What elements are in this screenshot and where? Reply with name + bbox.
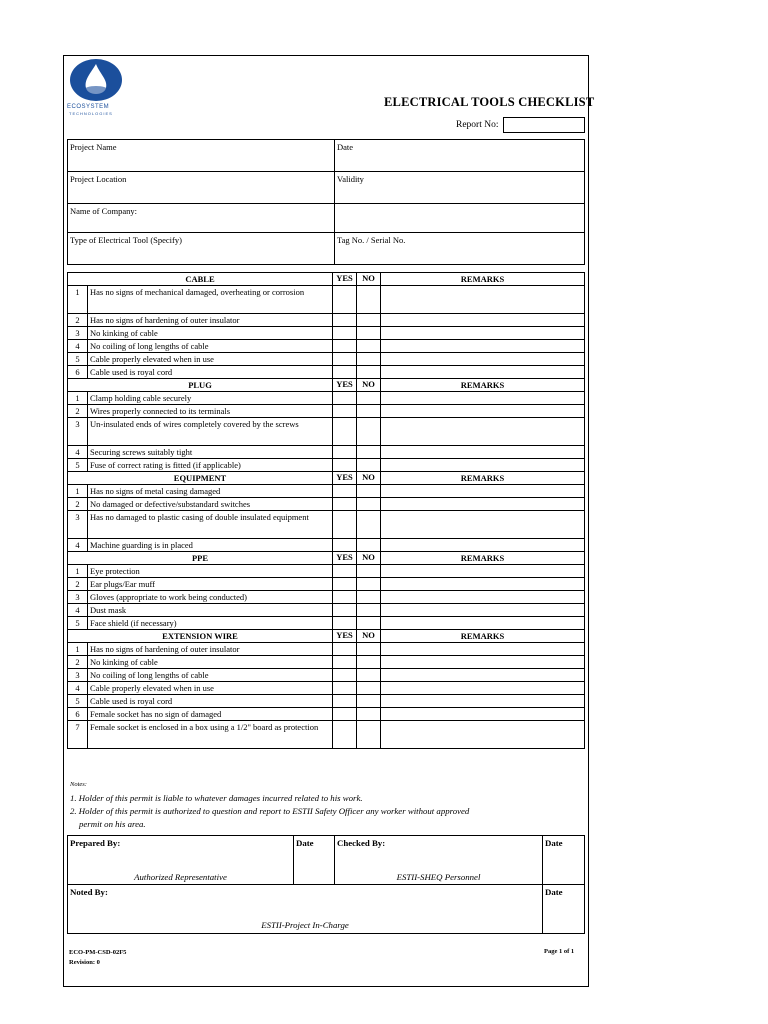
section-title: EXTENSION WIRE: [68, 630, 333, 643]
checklist-row: [68, 643, 585, 656]
sheq-personnel-caption: ESTII-SHEQ Personnel: [396, 872, 481, 882]
yes-column-header: YES: [333, 379, 357, 392]
remarks-cell[interactable]: [381, 498, 585, 511]
item-text: Has no damaged to plastic casing of double insulated equipment: [88, 511, 333, 539]
no-checkbox-cell[interactable]: [357, 578, 381, 591]
authorized-rep-caption: Authorized Representative: [134, 872, 227, 882]
checklist-row: [68, 591, 585, 604]
item-text: Un-insulated ends of wires completely covered by the screws: [88, 418, 333, 446]
no-column-header: NO: [357, 379, 381, 392]
remarks-cell[interactable]: [381, 485, 585, 498]
yes-checkbox-cell[interactable]: [333, 286, 357, 314]
item-text: Wires properly connected to its terminals: [88, 405, 333, 418]
item-text: No damaged or defective/substandard switches: [88, 498, 333, 511]
item-text: Cable used is royal cord: [88, 695, 333, 708]
item-text: Machine guarding is in placed: [88, 539, 333, 552]
document-title: ELECTRICAL TOOLS CHECKLIST: [384, 95, 595, 109]
no-checkbox-cell[interactable]: [357, 565, 381, 578]
item-text: Securing screws suitably tight: [88, 446, 333, 459]
item-number: 4: [68, 539, 88, 552]
remarks-cell[interactable]: [381, 682, 585, 695]
yes-checkbox-cell[interactable]: [333, 656, 357, 669]
no-checkbox-cell[interactable]: [357, 604, 381, 617]
section-header-row: [68, 379, 585, 392]
yes-checkbox-cell[interactable]: [333, 721, 357, 749]
remarks-cell[interactable]: [381, 721, 585, 749]
checked-by-label: Checked By:: [337, 838, 386, 848]
yes-checkbox-cell[interactable]: [333, 340, 357, 353]
section-header-row: [68, 630, 585, 643]
item-number: 2: [68, 656, 88, 669]
no-checkbox-cell[interactable]: [357, 591, 381, 604]
no-checkbox-cell[interactable]: [357, 366, 381, 379]
note-3: permit on his area.: [79, 819, 146, 829]
remarks-cell[interactable]: [381, 708, 585, 721]
remarks-cell[interactable]: [381, 591, 585, 604]
yes-checkbox-cell[interactable]: [333, 353, 357, 366]
remarks-column-header: REMARKS: [381, 472, 585, 485]
checklist-row: [68, 327, 585, 340]
item-number: 5: [68, 617, 88, 630]
remarks-cell[interactable]: [381, 565, 585, 578]
checklist-row: [68, 459, 585, 472]
no-checkbox-cell[interactable]: [357, 405, 381, 418]
section-header-row: [68, 273, 585, 286]
item-number: 3: [68, 669, 88, 682]
no-checkbox-cell[interactable]: [357, 498, 381, 511]
no-checkbox-cell[interactable]: [357, 314, 381, 327]
remarks-cell[interactable]: [381, 353, 585, 366]
notes-label: Notes:: [70, 781, 87, 788]
item-number: 5: [68, 353, 88, 366]
remarks-cell[interactable]: [381, 604, 585, 617]
item-text: Ear plugs/Ear muff: [88, 578, 333, 591]
checklist-row: [68, 669, 585, 682]
yes-checkbox-cell[interactable]: [333, 604, 357, 617]
item-number: 4: [68, 682, 88, 695]
tool-type-field[interactable]: [68, 233, 335, 265]
no-column-header: NO: [357, 472, 381, 485]
project-name-label: Project Name: [70, 142, 117, 152]
item-text: Has no signs of mechanical damaged, overheating or corrosion: [88, 286, 333, 314]
checklist-row: [68, 392, 585, 405]
yes-checkbox-cell[interactable]: [333, 314, 357, 327]
remarks-column-header: REMARKS: [381, 630, 585, 643]
item-text: No kinking of cable: [88, 656, 333, 669]
yes-checkbox-cell[interactable]: [333, 682, 357, 695]
note-2: 2. Holder of this permit is authorized to question and report to ESTII Safety Officer any worker without approved: [70, 806, 470, 816]
item-text: Fuse of correct rating is fitted (if applicable): [88, 459, 333, 472]
no-checkbox-cell[interactable]: [357, 418, 381, 446]
logo-name: ECOSYSTEM: [67, 104, 110, 110]
section-title: PPE: [68, 552, 333, 565]
item-number: 6: [68, 366, 88, 379]
item-text: Clamp holding cable securely: [88, 392, 333, 405]
company-field[interactable]: [68, 204, 335, 233]
footer-left: [69, 948, 126, 968]
yes-checkbox-cell[interactable]: [333, 578, 357, 591]
no-checkbox-cell[interactable]: [357, 643, 381, 656]
checklist-row: [68, 539, 585, 552]
project-info-table: [67, 139, 585, 265]
item-number: 2: [68, 314, 88, 327]
checklist-row: [68, 405, 585, 418]
checklist-row: [68, 656, 585, 669]
remarks-cell[interactable]: [381, 617, 585, 630]
item-text: Eye protection: [88, 565, 333, 578]
yes-checkbox-cell[interactable]: [333, 617, 357, 630]
item-number: 6: [68, 708, 88, 721]
no-checkbox-cell[interactable]: [357, 511, 381, 539]
checklist-row: [68, 498, 585, 511]
noted-by-label: Noted By:: [70, 887, 108, 897]
item-text: Dust mask: [88, 604, 333, 617]
section-title: EQUIPMENT: [68, 472, 333, 485]
remarks-cell[interactable]: [381, 695, 585, 708]
remarks-cell[interactable]: [381, 286, 585, 314]
remarks-cell[interactable]: [381, 327, 585, 340]
remarks-cell[interactable]: [381, 643, 585, 656]
no-checkbox-cell[interactable]: [357, 708, 381, 721]
checked-date-cell[interactable]: [543, 836, 585, 885]
project-in-charge-caption: ESTII-Project In-Charge: [261, 920, 349, 930]
yes-checkbox-cell[interactable]: [333, 485, 357, 498]
logo-subtitle: TECHNOLOGIES: [69, 111, 113, 116]
no-column-header: NO: [357, 630, 381, 643]
item-number: 1: [68, 565, 88, 578]
remarks-cell[interactable]: [381, 314, 585, 327]
item-text: Female socket is enclosed in a box using a 1/2" board as protection: [88, 721, 333, 749]
checklist-row: [68, 286, 585, 314]
remarks-cell[interactable]: [381, 578, 585, 591]
remarks-cell[interactable]: [381, 340, 585, 353]
yes-checkbox-cell[interactable]: [333, 539, 357, 552]
checklist-row: [68, 695, 585, 708]
remarks-column-header: REMARKS: [381, 552, 585, 565]
item-number: 4: [68, 604, 88, 617]
checklist-row: [68, 353, 585, 366]
item-text: Has no signs of hardening of outer insulator: [88, 314, 333, 327]
section-title: PLUG: [68, 379, 333, 392]
signature-table: [67, 835, 585, 934]
checklist-table: [67, 272, 585, 749]
remarks-column-header: REMARKS: [381, 273, 585, 286]
validity-label: Validity: [337, 174, 364, 184]
no-checkbox-cell[interactable]: [357, 392, 381, 405]
yes-checkbox-cell[interactable]: [333, 392, 357, 405]
checklist-row: [68, 721, 585, 749]
item-number: 5: [68, 695, 88, 708]
form-code: ECO-PM-CSD-02F5: [69, 949, 127, 956]
item-number: 1: [68, 392, 88, 405]
remarks-cell[interactable]: [381, 392, 585, 405]
yes-checkbox-cell[interactable]: [333, 565, 357, 578]
checklist-row: [68, 340, 585, 353]
yes-checkbox-cell[interactable]: [333, 459, 357, 472]
checklist-row: [68, 578, 585, 591]
date-field[interactable]: [335, 140, 585, 172]
yes-column-header: YES: [333, 552, 357, 565]
item-number: 3: [68, 591, 88, 604]
yes-checkbox-cell[interactable]: [333, 405, 357, 418]
remarks-cell[interactable]: [381, 656, 585, 669]
item-number: 1: [68, 286, 88, 314]
no-column-header: NO: [357, 552, 381, 565]
item-text: Female socket has no sign of damaged: [88, 708, 333, 721]
checklist-row: [68, 418, 585, 446]
project-name-field[interactable]: [68, 140, 335, 172]
item-number: 4: [68, 340, 88, 353]
tool-type-label: Type of Electrical Tool (Specify): [70, 235, 182, 245]
remarks-cell[interactable]: [381, 511, 585, 539]
prepared-date-label: Date: [296, 838, 314, 848]
noted-by-cell[interactable]: [68, 885, 543, 934]
project-location-field[interactable]: [68, 172, 335, 204]
prepared-by-label: Prepared By:: [70, 838, 121, 848]
item-text: No kinking of cable: [88, 327, 333, 340]
checklist-row: [68, 314, 585, 327]
yes-checkbox-cell[interactable]: [333, 708, 357, 721]
item-number: 2: [68, 405, 88, 418]
checklist-row: [68, 604, 585, 617]
company-extra-field[interactable]: [335, 204, 585, 233]
prepared-by-cell[interactable]: [68, 836, 294, 885]
no-checkbox-cell[interactable]: [357, 485, 381, 498]
checked-date-label: Date: [545, 838, 563, 848]
no-checkbox-cell[interactable]: [357, 695, 381, 708]
no-checkbox-cell[interactable]: [357, 459, 381, 472]
yes-checkbox-cell[interactable]: [333, 695, 357, 708]
no-checkbox-cell[interactable]: [357, 617, 381, 630]
checklist-row: [68, 565, 585, 578]
remarks-cell[interactable]: [381, 405, 585, 418]
item-text: No coiling of long lengths of cable: [88, 669, 333, 682]
remarks-cell[interactable]: [381, 539, 585, 552]
item-text: Cable used is royal cord: [88, 366, 333, 379]
item-number: 2: [68, 498, 88, 511]
no-checkbox-cell[interactable]: [357, 721, 381, 749]
checklist-row: [68, 617, 585, 630]
no-column-header: NO: [357, 273, 381, 286]
noted-date-label: Date: [545, 887, 563, 897]
remarks-column-header: REMARKS: [381, 379, 585, 392]
yes-checkbox-cell[interactable]: [333, 418, 357, 446]
noted-date-cell[interactable]: [543, 885, 585, 934]
validity-field[interactable]: [335, 172, 585, 204]
yes-column-header: YES: [333, 273, 357, 286]
section-header-row: [68, 472, 585, 485]
yes-checkbox-cell[interactable]: [333, 327, 357, 340]
item-text: Cable properly elevated when in use: [88, 353, 333, 366]
item-text: Cable properly elevated when in use: [88, 682, 333, 695]
no-checkbox-cell[interactable]: [357, 353, 381, 366]
item-text: Has no signs of hardening of outer insulator: [88, 643, 333, 656]
item-number: 4: [68, 446, 88, 459]
checklist-row: [68, 366, 585, 379]
remarks-cell[interactable]: [381, 366, 585, 379]
no-checkbox-cell[interactable]: [357, 669, 381, 682]
no-checkbox-cell[interactable]: [357, 539, 381, 552]
checklist-row: [68, 511, 585, 539]
yes-column-header: YES: [333, 630, 357, 643]
checklist-row: [68, 708, 585, 721]
no-checkbox-cell[interactable]: [357, 682, 381, 695]
yes-column-header: YES: [333, 472, 357, 485]
revision-label: Revision: 0: [69, 959, 100, 966]
checked-by-cell[interactable]: [335, 836, 543, 885]
prepared-date-cell[interactable]: [294, 836, 335, 885]
note-1: 1. Holder of this permit is liable to whatever damages incurred related to his work.: [70, 793, 363, 803]
item-number: 3: [68, 511, 88, 539]
no-checkbox-cell[interactable]: [357, 446, 381, 459]
page-number: Page 1 of 1: [544, 948, 575, 955]
item-text: Face shield (if necessary): [88, 617, 333, 630]
no-checkbox-cell[interactable]: [357, 656, 381, 669]
project-location-label: Project Location: [70, 174, 127, 184]
report-no-field[interactable]: [503, 117, 585, 133]
no-checkbox-cell[interactable]: [357, 327, 381, 340]
yes-checkbox-cell[interactable]: [333, 669, 357, 682]
item-number: 1: [68, 643, 88, 656]
item-text: Has no signs of metal casing damaged: [88, 485, 333, 498]
checklist-row: [68, 446, 585, 459]
remarks-cell[interactable]: [381, 669, 585, 682]
checklist-row: [68, 682, 585, 695]
no-checkbox-cell[interactable]: [357, 286, 381, 314]
report-no-label: Report No:: [456, 120, 499, 130]
yes-checkbox-cell[interactable]: [333, 366, 357, 379]
item-number: 5: [68, 459, 88, 472]
tag-no-field[interactable]: [335, 233, 585, 265]
remarks-cell[interactable]: [381, 418, 585, 446]
company-label: Name of Company:: [70, 206, 138, 216]
yes-checkbox-cell[interactable]: [333, 498, 357, 511]
remarks-cell[interactable]: [381, 446, 585, 459]
no-checkbox-cell[interactable]: [357, 340, 381, 353]
yes-checkbox-cell[interactable]: [333, 446, 357, 459]
item-number: 1: [68, 485, 88, 498]
item-text: No coiling of long lengths of cable: [88, 340, 333, 353]
item-text: Gloves (appropriate to work being conducted): [88, 591, 333, 604]
item-number: 3: [68, 418, 88, 446]
date-label: Date: [337, 142, 354, 152]
yes-checkbox-cell[interactable]: [333, 643, 357, 656]
item-number: 3: [68, 327, 88, 340]
yes-checkbox-cell[interactable]: [333, 591, 357, 604]
checklist-row: [68, 485, 585, 498]
remarks-cell[interactable]: [381, 459, 585, 472]
section-header-row: [68, 552, 585, 565]
tag-no-label: Tag No. / Serial No.: [337, 235, 406, 245]
yes-checkbox-cell[interactable]: [333, 511, 357, 539]
section-title: CABLE: [68, 273, 333, 286]
item-number: 2: [68, 578, 88, 591]
item-number: 7: [68, 721, 88, 749]
